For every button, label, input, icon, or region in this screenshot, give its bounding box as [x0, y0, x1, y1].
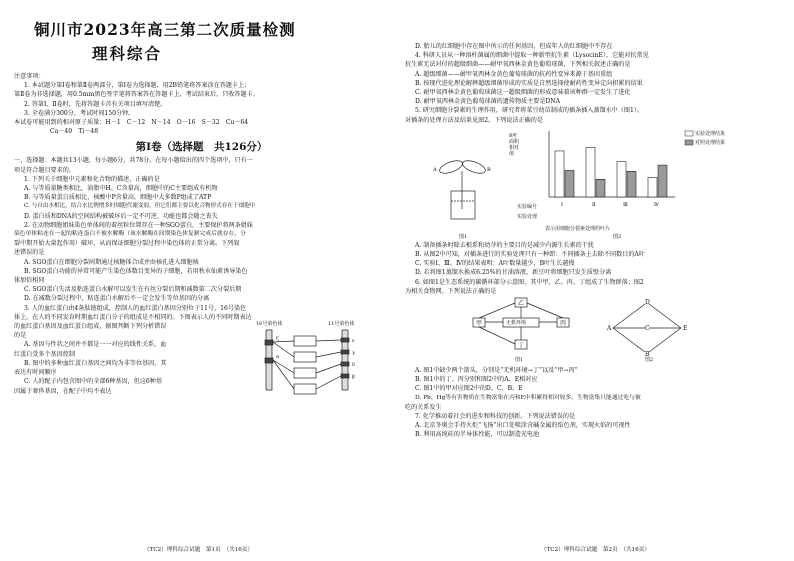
svg-text:α: α [276, 354, 280, 361]
svg-text:δ: δ [352, 362, 356, 369]
carbon-cycle-diagram [465, 296, 585, 358]
q2-option-b2: 体加倍相同 [14, 277, 45, 285]
svg-text:D: D [645, 299, 650, 307]
hemoglobin-diagram [254, 328, 384, 400]
q1-stem: 1. 下列关于细胞中元素和化合物的描述，正确的是 [24, 175, 160, 183]
q2-stem-1: 2. 在动物细胞姐妹染色单体间的着丝粒位置存在一种SGO蛋白，主要保护将两条姐妹 [24, 221, 253, 229]
bar-ctrl-1 [565, 170, 574, 197]
q6-figures [405, 296, 782, 366]
legend-ctrl-swatch [685, 140, 693, 145]
note-1b: 第Ⅱ卷为非选择题，用0.5mm黑色签字笔将答案答在答题卡上，考试结束后，只收答题卡。 [14, 91, 259, 99]
q2-stem-4: 述错误的是 [14, 249, 45, 257]
q5-option-b: B. 从图2中可知，对插条进行的实验处理只有一种即：不同插条上去除不同数目的A叶 [415, 251, 645, 259]
q4-option-d: D. 耐甲氧西林金黄色葡萄球菌的遗传物质主要是DNA [415, 98, 561, 106]
q6-option-c: C. 图1中的甲对应图2中的D、C、B、E [415, 385, 523, 393]
note-3: 3. 全卷满分300分，考试时间150分钟。 [24, 109, 135, 117]
q3-option-d: D. 胎儿的红细胞中存在图中所示的任何基因，但成年人的红细胞中不存在 [415, 43, 613, 50]
footer-right: （TC2）理科综合试题 第2页 （共16页） [541, 547, 650, 553]
bar-exp-4 [648, 177, 657, 196]
bar-exp-2 [586, 147, 595, 197]
exam-subject: 理科综合 [92, 44, 163, 63]
svg-text:C: C [645, 325, 650, 333]
q5-figures [405, 125, 782, 241]
legend-exp-swatch [685, 131, 693, 136]
q2-stem-3: 裂中期开始大量起作用）破坏，从而保证细胞分裂过程中染色体的正常分离。下列叙 [14, 240, 240, 248]
bar-exp-3 [617, 161, 626, 196]
q6-fig1-label: 图1 [515, 357, 524, 364]
svg-text:ε: ε [352, 338, 355, 345]
bar-ctrl-4 [658, 165, 667, 197]
hemoglobin-figure [254, 322, 384, 404]
part1-intro: 一、选择题：本题共13小题，每小题6分，共78分。在每小题给出的四个选项中，只有一 [14, 157, 253, 165]
svg-text:E: E [683, 325, 688, 333]
q6-option-b: B. 图1中的丁、丙分别和图2中的A、E相对应 [415, 376, 538, 384]
q3-option-a2: 红蛋白受多个基因控制 [14, 350, 75, 358]
q4-stem-1: 4. 科研人员从一种溶杆菌属的细菌中提取一种新型抗生素（LysocinE），它能对抗常见 [415, 52, 649, 60]
svg-text:ζ: ζ [276, 336, 279, 343]
q4-option-c: C. 耐甲氧西林金黄色葡萄球菌这一超级细菌的形成意味着该种群一定发生了进化 [415, 89, 631, 97]
q3-option-c: C. 人的配子内包含图中的全部6种基因，但这6种基 [24, 378, 162, 386]
svg-text:丙: 丙 [560, 320, 567, 328]
treatment-caption: 表示用细胞分裂素处理的叶片 [545, 225, 611, 232]
svg-text:A: A [607, 325, 612, 333]
q1-option-c: C. 与自由水相比，结合水比例增多时细胞代谢变弱，但它们都主要以化合物形式存在于细胞中 [24, 203, 256, 210]
fig2-label: 图2 [613, 233, 622, 240]
fig1-label: 图1 [459, 233, 468, 240]
chrom16-label: 16号染色体 [256, 321, 283, 328]
atomic-mass-line: 本试卷可能用到的相对原子质量：H－1 C－12 N－14 O－16 S－32 Cu－64 [14, 119, 249, 127]
chrom11-label: 11号染色体 [328, 321, 355, 328]
q3-option-b2: 表达有时间顺序 [14, 369, 57, 377]
q5-option-d: D. 若将图1蒸馏水换成6.25%的甘油溶液，新豆叶将细胞只发生质壁分离 [415, 269, 612, 277]
category-label-1: Ⅰ [561, 201, 563, 208]
svg-text:甲: 甲 [476, 320, 483, 328]
q3-stem-1: 3. 人的血红蛋白由4条肽链组成，控制人的血红蛋白基因分别位于11号、16号染色 [24, 304, 247, 312]
svg-text:乙: 乙 [518, 300, 525, 308]
bar-ctrl-3 [627, 171, 636, 197]
footer-left: （TC2）理科综合试题 第1页 （共16页） [144, 547, 253, 553]
q7-stem: 7. 化学推动着社会的进步和科技的创新。下列说法错误的是 [415, 413, 576, 421]
q3-option-b: B. 图中的多种血红蛋白基因之间均为非等位基因，其 [24, 359, 167, 367]
q6-option-a: A. 图1中缺少两个箭头，分别是“无机环境→丁”以及“甲→丙” [415, 367, 578, 375]
q2-option-b: B. SGO蛋白功能的异常可能产生染色体数目变异的子细胞，若用秋水仙素诱导染色 [24, 267, 248, 275]
q3-stem-3: 的血红蛋白基因及血红蛋白组成，据图判断下列分析错误 [14, 323, 167, 331]
q6-option-d2: 吃的关系发生 [405, 403, 442, 411]
row-label-number: 实验编号 [517, 203, 538, 210]
svg-text:丁: 丁 [518, 342, 525, 350]
q5-stem-2: 对插条的处理方法及结果见图2。下列说法正确的是 [405, 116, 543, 124]
q3-option-a: A. 基因与性状之间并不都是一一对应的线性关系，血 [24, 341, 167, 349]
q6-stem-1: 6. 如图1是生态系统的碳循环部分示意图，其中甲、乙、丙、丁组成了生物群落；图2 [415, 278, 644, 286]
exam-title: 铜川市2023年高三第二次质量检测 [34, 20, 296, 39]
q5-option-c: C. 实验Ⅰ、Ⅲ、Ⅳ的结果表明：A叶数量越少，B叶生长越慢 [415, 260, 575, 268]
q7-option-b: B. 利用高纯硅的半导体性能，可以制造光电池 [415, 431, 540, 439]
q3-stem-4: 的是 [14, 332, 27, 340]
category-label-2: Ⅱ [592, 201, 596, 208]
q3-option-c2: 因属于奢侈基因，在配子中均不表达 [14, 387, 112, 395]
q6-stem-2: 为相关食物网。下列说法正确的是 [405, 287, 497, 295]
category-label-4: Ⅳ [654, 201, 659, 208]
svg-text:β: β [352, 374, 355, 381]
bar-exp-1 [555, 151, 564, 197]
legend-exp: 实验处理结果 [695, 130, 726, 137]
part1-title: 第Ⅰ卷（选择题 共126分） [135, 141, 268, 154]
category-label-3: Ⅲ [623, 201, 628, 208]
q3-stem-2: 体上，在人的不同发育时期血红蛋白分子的组成是不相同的。下图表示人的不同时期表达 [14, 313, 252, 321]
q6-option-d: D. Pb、Hg等有害物质在生物富集在丙和E中积累得相对较多，生物富集只能通过吃与被 [415, 394, 641, 401]
svg-text:γ: γ [352, 350, 355, 357]
q2-option-d: D. 在减数分裂过程中，粘连蛋白水解后不一定会发生等位基因的分离 [24, 295, 210, 303]
q1-option-d: D. 蛋白质和DNA的空间结构被破坏后一定不可逆，功能也都会随之丧失 [24, 212, 218, 220]
q4-option-a: A. 超级细菌——耐甲氧西林金黄色葡萄球菌的抗药性变异来源于基因重组 [415, 70, 613, 78]
svg-text:B: B [487, 166, 491, 173]
atomic-mass-line2: Ca－40 Ti－48 [50, 128, 99, 136]
food-web-diagram [605, 298, 695, 358]
cutting-figure [429, 149, 499, 229]
env-label: 无机环境 [506, 320, 527, 327]
note-1: 1. 本试题分第Ⅰ卷和第Ⅱ卷两部分，第Ⅰ卷为选择题，用2B铅笔将答案涂在答题卡上； [24, 82, 251, 90]
q2-option-c: C. SGO蛋白失活及粘连蛋白水解可以发生在有丝分裂后期和减数第二次分裂后期 [24, 286, 242, 294]
svg-text:B: B [645, 351, 650, 359]
right-page [397, 0, 794, 561]
q1-option-b: B. 与等质量蛋白质相比，核酸中P含量高，细胞中大多数P组成了ATP [24, 194, 212, 202]
q4-option-b: B. 按现代进化理论解释超级细菌形成的实质是自然选择使耐药性变异定向积累的结果 [415, 79, 643, 87]
legend-ctrl: 对照处理结果 [695, 139, 726, 146]
row-label-treatment: 实验处理 [517, 213, 538, 220]
q2-option-a: A. SGO蛋白在细胞分裂间期通过核糖体合成并由核孔进入细胞核 [24, 258, 199, 266]
svg-text:A: A [433, 166, 437, 173]
q1-option-a: A. 与等质量糖类相比，油脂中H、C含量高，细胞中的C主要组成有机物 [24, 185, 218, 193]
q4-stem-2: 抗生素无法对付的超级细菌——耐甲氧西林金黄色葡萄球菌，下列相关叙述正确的是 [405, 61, 631, 69]
notes-title: 注意事项： [14, 73, 45, 80]
q7-option-a: A. 北京冬奥会手持火炬“飞扬”出口处喷涂含碱金属的焰色剂，实现火焰的可视性 [415, 422, 631, 430]
chart-ylabel: B叶面积相对值 [509, 132, 520, 157]
q5-option-a: A. 制备插条时除去根系和幼芽的主要目的是减少内源生长素的干扰 [415, 241, 594, 249]
part1-intro2: 项是符合题目要求的。 [14, 166, 75, 174]
q2-stem-2: 染色单体粘连在一起的粘连蛋白不被水解酶（该水解酶在间期染色体复制完成后就存在，分 [14, 231, 246, 238]
q6-fig2-label: 图2 [645, 357, 654, 364]
bar-ctrl-2 [596, 179, 605, 197]
note-2: 2. 答第Ⅰ、Ⅱ卷时，先将答题卡首有关项目填写清楚。 [24, 100, 167, 108]
q5-stem-1: 5. 研究细胞分裂素的生理作用，研究者将菜豆幼苗制成的插条插入蒸馏水中（图1）。 [415, 107, 643, 115]
